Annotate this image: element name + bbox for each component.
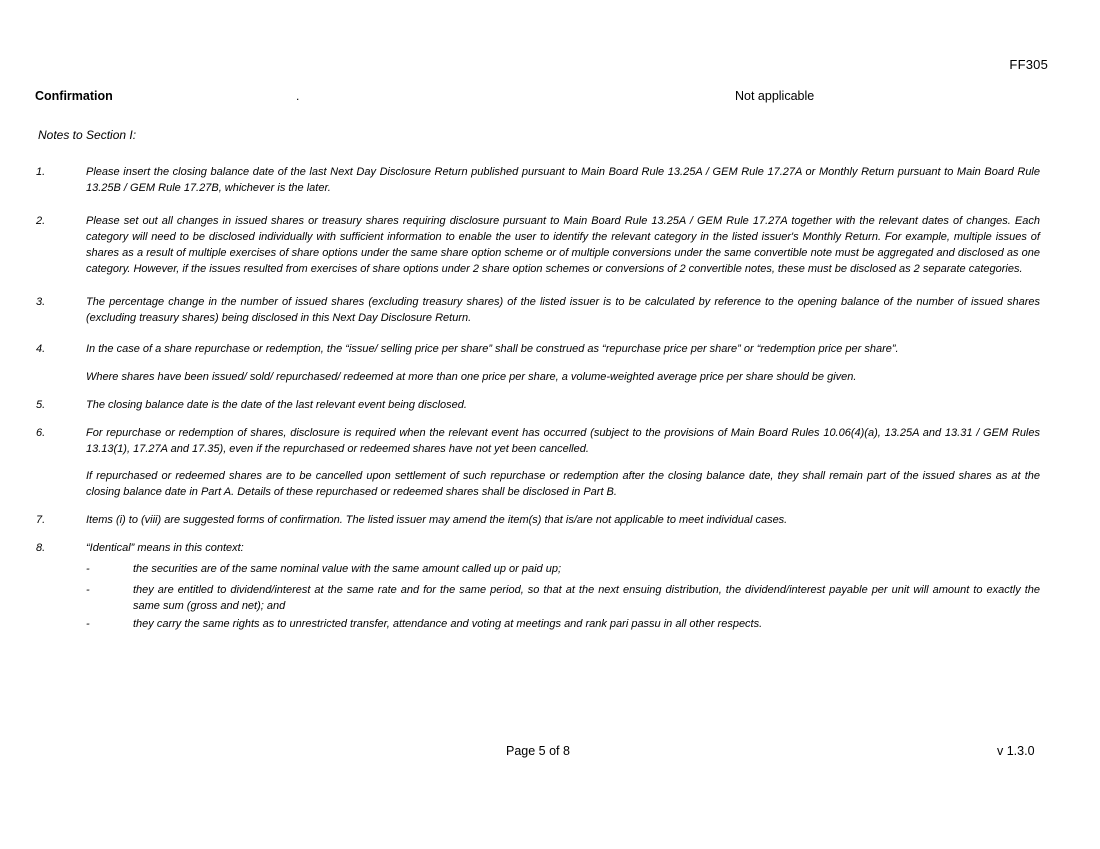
sub-item-text: they are entitled to dividend/interest at the same rate and for the same period, so that at the next ensuing distribution, the dividend/interest payable per unit will amount to exactly the same sum (gross and net); and (133, 584, 1040, 612)
note-paragraph: In the case of a share repurchase or redemption, the “issue/ selling price per share” shall be construed as “repurchase price per share” or “redemption price per share”. (86, 343, 899, 355)
note-item-8 (36, 540, 1040, 632)
note-number: 1. (36, 166, 46, 178)
note-sub-item (86, 561, 1040, 577)
note-paragraph: Please insert the closing balance date of the last Next Day Disclosure Return published pursuant to Main Board Rule 13.25A / GEM Rule 17.27A or Monthly Return pursuant to Main Board Rule 13.25B / GEM Rule 17.27B, whichever is the later. (86, 166, 1040, 194)
note-sub-item (86, 616, 1040, 632)
confirmation-label: Confirmation (35, 89, 113, 103)
note-item-1 (36, 164, 1040, 196)
sub-item-text: they carry the same rights as to unrestricted transfer, attendance and voting at meetings and rank pari passu in all other respects. (133, 618, 763, 630)
notes-list (36, 164, 1040, 644)
note-item-2 (36, 213, 1040, 277)
note-number: 5. (36, 399, 46, 411)
note-item-4 (36, 341, 1040, 385)
note-number: 8. (36, 542, 46, 554)
note-paragraph: The closing balance date is the date of the last relevant event being disclosed. (86, 399, 467, 411)
note-number: 6. (36, 427, 46, 439)
note-sub-item (86, 582, 1040, 614)
confirmation-dot: . (296, 89, 300, 103)
notes-section-title: Notes to Section I: (38, 128, 137, 142)
note-number: 3. (36, 296, 46, 308)
sub-item-dash: - (86, 584, 90, 596)
note-item-5 (36, 397, 1040, 413)
note-paragraph: Where shares have been issued/ sold/ repurchased/ redeemed at more than one price per share, a volume-weighted average price per share should be given. (86, 371, 857, 383)
sub-item-dash: - (86, 618, 90, 630)
note-item-6 (36, 425, 1040, 500)
note-paragraph: If repurchased or redeemed shares are to be cancelled upon settlement of such repurchase or redemption after the closing balance date, they shall remain part of the issued shares as at the closing balance date in Part A. Details of these repurchased or redeemed shares shall be disclosed in Part B. (86, 470, 1040, 498)
note-item-7 (36, 512, 1040, 528)
note-paragraph: Items (i) to (viii) are suggested forms of confirmation. The listed issuer may amend the item(s) that is/are not applicable to meet individual cases. (86, 514, 788, 526)
note-paragraph: The percentage change in the number of issued shares (excluding treasury shares) of the listed issuer is to be calculated by reference to the opening balance of the number of issued shares (excluding treasury shares) being disclosed in this Next Day Disclosure Return. (86, 296, 1040, 324)
confirmation-value: Not applicable (735, 89, 815, 103)
footer-page-number: Page 5 of 8 (506, 744, 570, 758)
note-number: 4. (36, 343, 46, 355)
note-paragraph: For repurchase or redemption of shares, disclosure is required when the relevant event has occurred (subject to the provisions of Main Board Rules 10.06(4)(a), 13.25A and 13.31 / GEM Rules 13.13(1), 17.27A and 17.35), even if the repurchased or redeemed shares have not yet been cancelled. (86, 427, 1040, 455)
note-number: 2. (36, 215, 46, 227)
sub-item-dash: - (86, 563, 90, 575)
note-item-3 (36, 294, 1040, 326)
note-paragraph: Please set out all changes in issued shares or treasury shares requiring disclosure pursuant to Main Board Rule 13.25A / GEM Rule 17.27A together with the relevant dates of changes. Each category will need to be disclosed individually with sufficient information to enable the user to identify the relevant category in the listed issuer's Monthly Return. For example, multiple issues of shares as a result of multiple exercises of share options under the same share option scheme or of multiple conversions under the same convertible note must be aggregated and disclosed as one category. However, if the issues resulted from exercises of share options under 2 share option schemes or conversions of 2 convertible notes, these must be disclosed as 2 separate categories. (86, 215, 1040, 275)
note-number: 7. (36, 514, 46, 526)
note-paragraph: “Identical” means in this context: (86, 542, 244, 554)
sub-item-text: the securities are of the same nominal value with the same amount called up or paid up; (133, 563, 562, 575)
footer-version: v 1.3.0 (997, 744, 1035, 758)
form-code: FF305 (1009, 57, 1048, 72)
